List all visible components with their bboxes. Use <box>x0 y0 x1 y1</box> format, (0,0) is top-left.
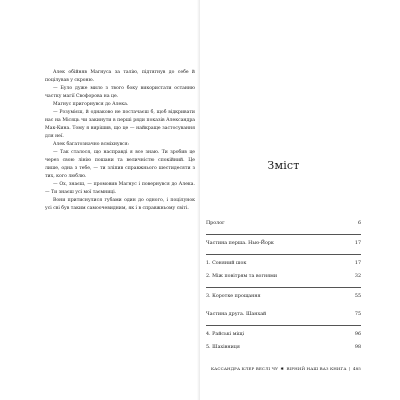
toc-entry-label: 3. Коротке прощання <box>206 294 261 299</box>
toc-entry-page: 96 <box>354 332 361 337</box>
toc-entry-page: 17 <box>354 261 361 266</box>
toc-entry-label: Частина друга. Шанхай <box>206 312 267 317</box>
toc-section-entry[interactable] <box>206 312 361 318</box>
toc-entry-label: 5. Шахівниця <box>206 345 240 350</box>
toc-entry-page: 17 <box>354 241 361 246</box>
toc-entry[interactable] <box>206 294 361 300</box>
toc-divider <box>206 325 361 326</box>
footer-author: КАССАНДРА КЛЕР ВЕСЛІ ЧУ <box>210 366 279 371</box>
paragraph: — Було дуже мило з твого боку використати останню частку магії Свофорова на це. <box>45 86 195 99</box>
paragraph: Вони притиснулися губами один до одного, і поцілунок усі сві був таким самоочевидним, як і в справжньому світі. <box>45 198 195 211</box>
toc-entry-label: 4. Райські міщі <box>206 332 245 337</box>
toc-entry[interactable] <box>206 261 361 267</box>
toc-entry[interactable] <box>206 345 361 351</box>
toc-title: Зміст <box>267 159 300 172</box>
toc-entry-label: 1. Соняний шок <box>206 261 247 266</box>
toc-entry-page: 32 <box>354 274 361 279</box>
toc-entry-label: 2. Між повітрям та вогнями <box>206 274 278 279</box>
running-footer <box>206 366 361 371</box>
toc-entry-page: 6 <box>357 221 361 226</box>
toc-divider <box>206 234 361 235</box>
toc-entry[interactable] <box>206 274 361 280</box>
toc-entry-label: Частина перша. Нью-Йорк <box>206 241 274 246</box>
toc-entry-label: Пролог <box>206 221 225 226</box>
paragraph: Магнус пригорнувся до Алека. <box>53 102 129 107</box>
toc-divider <box>206 287 361 288</box>
toc-entry[interactable] <box>206 332 361 338</box>
footer-title: ВІРНИЙ НАШ ВАЗ КНИГА <box>286 366 347 371</box>
toc-divider <box>206 254 361 255</box>
toc-section-entry[interactable] <box>206 241 361 247</box>
toc-entry[interactable] <box>206 221 361 227</box>
paragraph: Алек обійняв Магнуса за талію, підтягнув до себе й поцілував у скроню. <box>45 70 195 83</box>
paragraph: — Так сталося, що насправді я все знаю. Ти зробив це через свою лінію пошани та величністю спокійний. Це лише, одна з тебе, — ти зліпив справжнього шестидесяти з тих, кого люблю. <box>45 150 195 179</box>
paragraph: Алек багатозначно всміхнувся: <box>53 142 130 147</box>
toc-entry-page: 75 <box>354 312 361 317</box>
paragraph: — Розумієш, й однаково не постачаєш б, щоб відкривати нас на Місяць чи закинути в перші ряди показів Александра Мак-Кина. Тому я вирішив, що це — найкраще застосування для неї. <box>45 110 195 139</box>
page-number: 485 <box>352 366 361 371</box>
paragraph: — Ох, знаєш, — промовив Магнус і повернувся до Алека. — Ти знаєш усі мої таємниці. <box>45 182 195 195</box>
body-text <box>45 69 195 213</box>
footer-ornament: ✱ <box>280 366 285 371</box>
table-of-contents <box>206 221 361 358</box>
toc-entry-page: 98 <box>354 345 361 350</box>
toc-entry-page: 55 <box>354 294 361 299</box>
footer-separator: | <box>348 366 351 371</box>
